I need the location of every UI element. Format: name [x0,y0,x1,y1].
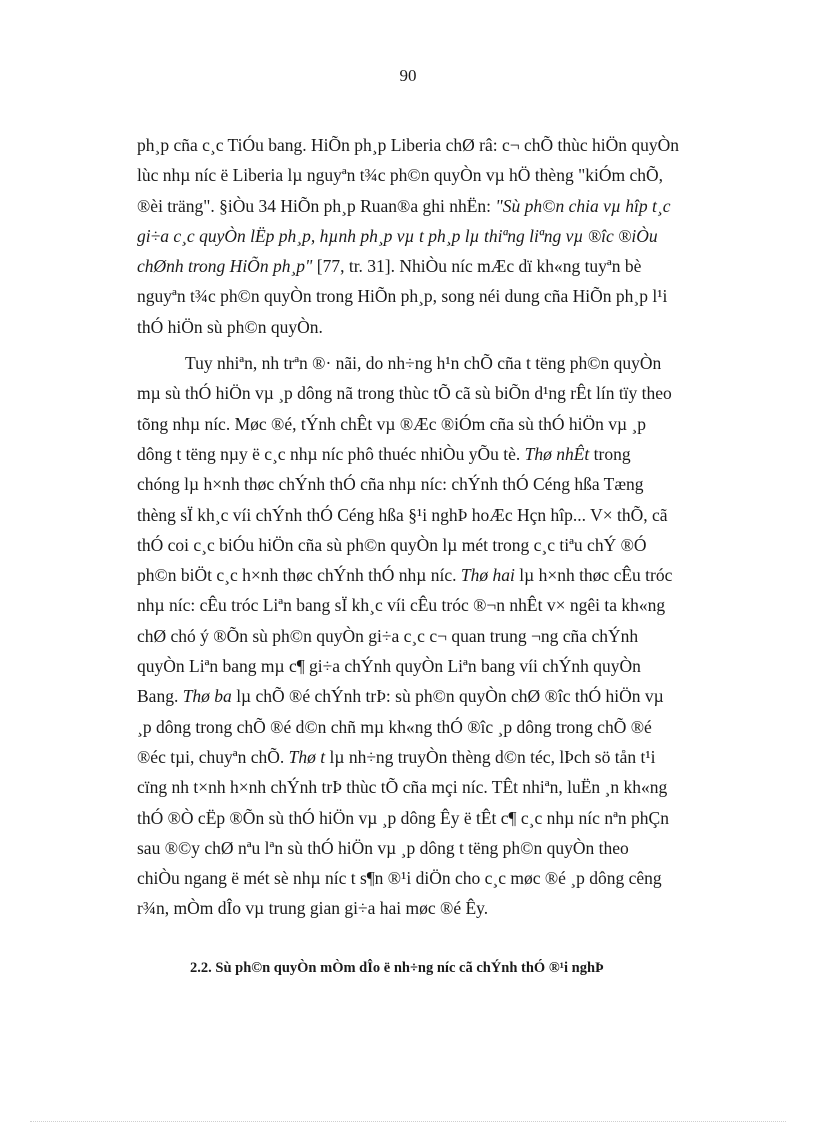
text-run: ph©n biÖt c¸c h×nh thøc chÝnh thÓ nhµ níc. [137,565,461,586]
text-line: sau ®©y chØ nªu lªn sù thÓ hiÖn vµ ¸p dông t tëng ph©n quyÒn theo [137,837,629,858]
text-run: lµ chÕ ®é chÝnh trÞ: sù ph©n quyÒn chØ ®îc thÓ hiÖn vµ [231,686,664,707]
text-line: r¾n, mÒm dÎo vµ trung gian gi÷a hai møc ®é Êy. [137,898,489,919]
text-line: chiÒu ngang ë mét sè nhµ níc t s¶n ®¹i diÖn cho c¸c møc ®é ¸p dông cêng [137,868,662,889]
text-line: quyÒn Liªn bang mµ c¶ gi÷a chÝnh quyÒn Liªn bang víi chÝnh quyÒn [137,656,641,677]
emphasis-text: Thø hai [460,565,515,586]
page-number: 90 [399,66,417,85]
page-bottom-divider [30,1121,786,1122]
emphasis-text: Thø nhÊt [524,443,590,464]
text-run: lµ nh÷ng truyÒn thèng d©n téc, lÞch sö tån t¹i [325,746,656,767]
text-line: cïng nh t×nh h×nh chÝnh trÞ thùc tÕ cña mçi níc. TÊt nhiªn, luËn ¸n kh«ng [137,777,668,798]
quote-text: gi÷a c¸c quyÒn lËp ph¸p, hµnh ph¸p vµ t ph¸p lµ thiªng liªng vµ ®îc ®iÒu [137,225,658,246]
paragraph-2 [137,348,739,924]
quote-text: "Sù ph©n chia vµ hîp t¸c [495,195,671,216]
citation: [77, tr. 31]. NhiÒu níc mÆc dï kh«ng tuyªn bè [312,256,642,277]
text-line: chØ chó ý ®Õn sù ph©n quyÒn gi÷a c¸c c¬ quan trung ¬ng cña chÝnh [137,625,639,646]
text-line [137,681,739,711]
text-line: nguyªn t¾c ph©n quyÒn trong HiÕn ph¸p, song néi dung cña HiÕn ph¸p l¹i [137,286,668,307]
section-heading: 2.2. Sù ph©n quyÒn mÒm dÎo ë nh÷ng níc cã chÝnh thÓ ®¹i nghÞ [190,960,604,976]
text-line: tõng nhµ níc. Møc ®é, tÝnh chÊt vµ ®Æc ®iÓm cña sù thÓ hiÖn vµ ¸p [137,413,647,434]
text-run: ®èi träng". §iÒu 34 HiÕn ph¸p Ruan®a ghi nhËn: [137,195,496,216]
text-line: mµ sù thÓ hiÖn vµ ¸p dông nã trong thùc tÕ cã sù biÕn d¹ng rÊt lín tïy theo [137,383,672,404]
text-line: Tuy nhiªn, nh trªn ®· nãi, do nh÷ng h¹n chÕ cña t tëng ph©n quyÒn [185,353,662,374]
emphasis-text: Thø t [288,746,326,767]
text-run: Bang. [137,686,183,707]
quote-text: chØnh trong HiÕn ph¸p" [137,256,313,277]
text-line [137,251,739,281]
text-line [137,742,739,772]
text-line: chóng lµ h×nh thøc chÝnh thÓ cña nhµ níc: chÝnh thÓ Céng hßa Tæng [137,474,644,495]
text-line: thÓ ®Ò cËp ®Õn sù thÓ hiÖn vµ ¸p dông Êy ë tÊt c¶ c¸c nhµ níc nªn phÇn [137,807,669,828]
text-line: ¸p dông trong chÕ ®é d©n chñ mµ kh«ng thÓ ®îc ¸p dông trong chÕ ®é [137,716,652,737]
text-line [137,191,739,221]
text-run: dông t tëng nµy ë c¸c nhµ níc phô thuéc nhiÒu yÕu tè. [137,443,525,464]
text-line: nhµ níc: cÊu tróc Liªn bang sÏ kh¸c víi cÊu tróc ®¬n nhÊt v× ngêi ta kh«ng [137,595,666,616]
text-line: thÓ hiÖn sù ph©n quyÒn. [137,316,323,337]
text-run: ®éc tµi, chuyªn chÕ. [137,746,289,767]
text-line: ph¸p cña c¸c TiÓu bang. HiÕn ph¸p Liberia chØ râ: c¬ chÕ thùc hiÖn quyÒn [137,135,680,155]
emphasis-text: Thø ba [182,686,232,707]
text-line [137,221,739,251]
text-run: trong [589,443,631,464]
text-line [137,560,739,590]
text-line: thÓ coi c¸c biÓu hiÖn cña sù ph©n quyÒn lµ mét trong c¸c tiªu chÝ ®Ó [137,534,647,555]
text-line [137,439,739,469]
text-line: thèng sÏ kh¸c víi chÝnh thÓ Céng hßa §¹i nghÞ hoÆc Hçn hîp... V× thÕ, cã [137,504,668,525]
paragraph-1 [137,130,739,342]
text-line: lùc nhµ níc ë Liberia lµ nguyªn t¾c ph©n quyÒn vµ hÖ thèng "kiÓm chÕ, [137,165,663,186]
text-run: lµ h×nh thøc cÊu tróc [514,565,673,586]
body-text [137,130,739,924]
